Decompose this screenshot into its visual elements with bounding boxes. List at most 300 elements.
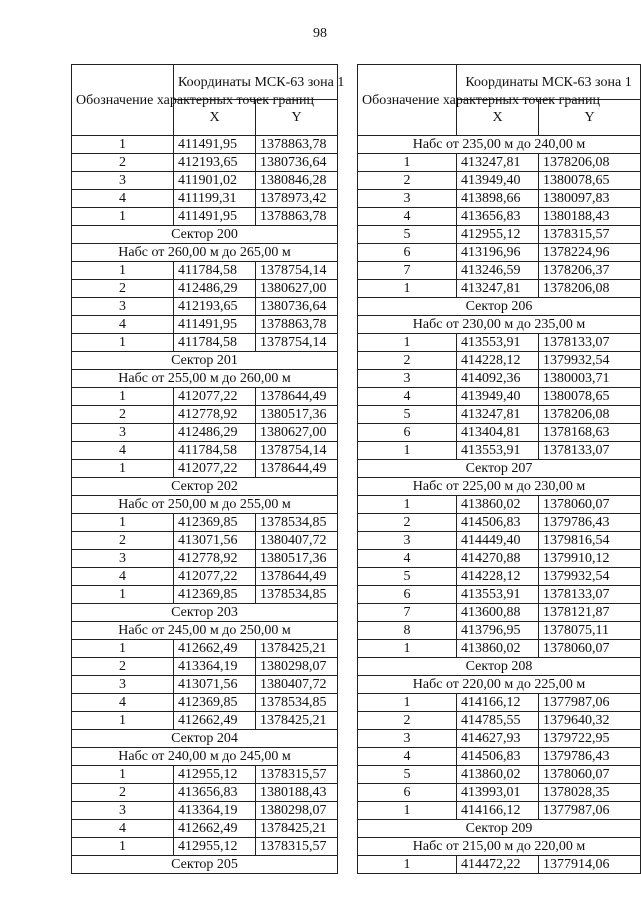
- point-number: 5: [358, 766, 457, 784]
- point-number: 3: [358, 532, 457, 550]
- table-row: [358, 262, 641, 280]
- point-number: 1: [72, 388, 174, 406]
- coord-x: 411491,95: [174, 208, 256, 226]
- coord-x: 411784,58: [174, 262, 256, 280]
- point-number: 2: [358, 514, 457, 532]
- table-row: [358, 442, 641, 460]
- coord-x: 413553,91: [457, 586, 539, 604]
- header-y: Y: [256, 100, 338, 136]
- coord-y: 1378534,85: [256, 694, 338, 712]
- table-row: [72, 172, 338, 190]
- section-heading: Набс от 245,00 м до 250,00 м: [72, 622, 338, 640]
- point-number: 4: [358, 550, 457, 568]
- coord-x: 414627,93: [457, 730, 539, 748]
- point-number: 6: [358, 784, 457, 802]
- point-number: 6: [358, 244, 457, 262]
- coord-y: 1378863,78: [256, 316, 338, 334]
- table-row: [72, 424, 338, 442]
- coord-x: 413071,56: [174, 532, 256, 550]
- coord-y: 1378534,85: [256, 514, 338, 532]
- coord-y: 1379722,95: [539, 730, 641, 748]
- point-number: 1: [72, 586, 174, 604]
- coord-x: 413993,01: [457, 784, 539, 802]
- point-number: 1: [358, 442, 457, 460]
- coord-y: 1378206,08: [539, 154, 641, 172]
- point-number: 3: [358, 370, 457, 388]
- coord-x: 412077,22: [174, 388, 256, 406]
- point-number: 2: [72, 658, 174, 676]
- table-row: [358, 712, 641, 730]
- coord-y: 1378028,35: [539, 784, 641, 802]
- coord-y: 1380736,64: [256, 298, 338, 316]
- coord-x: 413898,66: [457, 190, 539, 208]
- coord-x: 414506,83: [457, 748, 539, 766]
- table-row: [358, 424, 641, 442]
- section-heading: Набс от 250,00 м до 255,00 м: [72, 496, 338, 514]
- section-heading: Сектор 205: [72, 856, 338, 874]
- table-row: [72, 316, 338, 334]
- coord-y: 1379786,43: [539, 748, 641, 766]
- coord-x: 412662,49: [174, 640, 256, 658]
- table-row: [358, 550, 641, 568]
- point-number: 1: [358, 640, 457, 658]
- point-number: 1: [358, 802, 457, 820]
- coord-x: 414166,12: [457, 694, 539, 712]
- coord-x: 414166,12: [457, 802, 539, 820]
- table-row: [358, 532, 641, 550]
- table-row: [72, 802, 338, 820]
- table-row: [72, 388, 338, 406]
- coord-x: 411491,95: [174, 136, 256, 154]
- table-row: [358, 208, 641, 226]
- coord-x: 411199,31: [174, 190, 256, 208]
- section-heading-row: [358, 298, 641, 316]
- table-row: [358, 514, 641, 532]
- table-row: [72, 208, 338, 226]
- coord-y: 1380298,07: [256, 802, 338, 820]
- table-row: [72, 766, 338, 784]
- point-number: 1: [358, 334, 457, 352]
- coord-x: 412662,49: [174, 712, 256, 730]
- coord-x: 413364,19: [174, 658, 256, 676]
- coord-y: 1378973,42: [256, 190, 338, 208]
- coord-y: 1378060,07: [539, 640, 641, 658]
- coord-y: 1380627,00: [256, 424, 338, 442]
- coord-y: 1380298,07: [256, 658, 338, 676]
- coord-y: 1379640,32: [539, 712, 641, 730]
- coord-y: 1379910,12: [539, 550, 641, 568]
- coord-y: 1380407,72: [256, 676, 338, 694]
- section-heading: Сектор 207: [358, 460, 641, 478]
- point-number: 3: [358, 190, 457, 208]
- coord-y: 1378060,07: [539, 766, 641, 784]
- table-row: [358, 334, 641, 352]
- table-row: [358, 640, 641, 658]
- point-number: 2: [72, 784, 174, 802]
- coord-y: 1378644,49: [256, 460, 338, 478]
- coord-y: 1378315,57: [256, 766, 338, 784]
- coord-x: 412486,29: [174, 280, 256, 298]
- point-number: 5: [358, 226, 457, 244]
- point-number: 6: [358, 424, 457, 442]
- coord-x: 413247,81: [457, 154, 539, 172]
- coord-y: 1380736,64: [256, 154, 338, 172]
- section-heading-row: [358, 658, 641, 676]
- header-coordinates: Координаты МСК-63 зона 1: [174, 65, 338, 100]
- coord-x: 413860,02: [457, 496, 539, 514]
- section-heading: Сектор 208: [358, 658, 641, 676]
- coord-y: 1379932,54: [539, 568, 641, 586]
- point-number: 1: [358, 694, 457, 712]
- coord-y: 1378224,96: [539, 244, 641, 262]
- point-number: 3: [72, 424, 174, 442]
- table-row: [72, 262, 338, 280]
- point-number: 5: [358, 406, 457, 424]
- coord-x: 414228,12: [457, 568, 539, 586]
- table-row: [72, 280, 338, 298]
- coord-x: 412077,22: [174, 568, 256, 586]
- table-row: [358, 622, 641, 640]
- point-number: 1: [72, 766, 174, 784]
- coord-y: 1378644,49: [256, 388, 338, 406]
- point-number: 4: [72, 694, 174, 712]
- table-body-right: [358, 136, 641, 874]
- section-heading: Набс от 260,00 м до 265,00 м: [72, 244, 338, 262]
- point-number: 1: [72, 514, 174, 532]
- coord-y: 1378315,57: [539, 226, 641, 244]
- table-row: [72, 676, 338, 694]
- point-number: 7: [358, 262, 457, 280]
- table-row: [72, 406, 338, 424]
- coord-x: 412778,92: [174, 406, 256, 424]
- coord-y: 1378644,49: [256, 568, 338, 586]
- point-number: 2: [358, 352, 457, 370]
- point-number: 1: [72, 334, 174, 352]
- point-number: 4: [358, 208, 457, 226]
- coord-x: 413247,81: [457, 280, 539, 298]
- coord-y: 1378206,37: [539, 262, 641, 280]
- coord-x: 414228,12: [457, 352, 539, 370]
- section-heading: Сектор 202: [72, 478, 338, 496]
- coord-y: 1378425,21: [256, 820, 338, 838]
- coord-y: 1380097,83: [539, 190, 641, 208]
- section-heading-row: [72, 748, 338, 766]
- coord-y: 1378133,07: [539, 442, 641, 460]
- section-heading: Набс от 230,00 м до 235,00 м: [358, 316, 641, 334]
- coord-x: 411784,58: [174, 334, 256, 352]
- coord-x: 413246,59: [457, 262, 539, 280]
- coord-x: 414092,36: [457, 370, 539, 388]
- coord-x: 412077,22: [174, 460, 256, 478]
- table-row: [72, 550, 338, 568]
- point-number: 2: [72, 154, 174, 172]
- coord-y: 1378121,87: [539, 604, 641, 622]
- point-number: 2: [72, 406, 174, 424]
- table-row: [358, 730, 641, 748]
- point-number: 1: [358, 154, 457, 172]
- table-row: [358, 568, 641, 586]
- point-number: 2: [72, 532, 174, 550]
- coord-y: 1380078,65: [539, 388, 641, 406]
- coord-x: 413656,83: [457, 208, 539, 226]
- coord-x: 412369,85: [174, 694, 256, 712]
- section-heading: Набс от 255,00 м до 260,00 м: [72, 370, 338, 388]
- table-row: [72, 820, 338, 838]
- point-number: 1: [72, 208, 174, 226]
- table-row: [358, 226, 641, 244]
- section-heading-row: [358, 316, 641, 334]
- point-number: 3: [72, 550, 174, 568]
- table-row: [72, 784, 338, 802]
- table-row: [358, 172, 641, 190]
- section-heading-row: [72, 478, 338, 496]
- point-number: 1: [72, 136, 174, 154]
- header-x: X: [457, 100, 539, 136]
- point-number: 4: [358, 388, 457, 406]
- coord-x: 412369,85: [174, 514, 256, 532]
- section-heading: Сектор 203: [72, 604, 338, 622]
- point-number: 4: [72, 190, 174, 208]
- section-heading-row: [72, 496, 338, 514]
- coord-y: 1380188,43: [256, 784, 338, 802]
- coord-x: 413247,81: [457, 406, 539, 424]
- coord-y: 1378133,07: [539, 334, 641, 352]
- point-number: 8: [358, 622, 457, 640]
- point-number: 4: [72, 316, 174, 334]
- coord-y: 1380627,00: [256, 280, 338, 298]
- table-body-left: [72, 136, 338, 874]
- coord-x: 412193,65: [174, 298, 256, 316]
- coord-x: 413656,83: [174, 784, 256, 802]
- coord-y: 1378863,78: [256, 208, 338, 226]
- point-number: 1: [72, 712, 174, 730]
- coord-x: 413860,02: [457, 640, 539, 658]
- section-heading-row: [358, 838, 641, 856]
- table-row: [358, 280, 641, 298]
- coord-x: 412778,92: [174, 550, 256, 568]
- section-heading-row: [72, 856, 338, 874]
- coord-y: 1380517,36: [256, 550, 338, 568]
- table-row: [72, 586, 338, 604]
- section-heading-row: [358, 478, 641, 496]
- section-heading: Сектор 204: [72, 730, 338, 748]
- section-heading: Набс от 240,00 м до 245,00 м: [72, 748, 338, 766]
- section-heading-row: [72, 370, 338, 388]
- section-heading-row: [358, 820, 641, 838]
- coord-y: 1378754,14: [256, 442, 338, 460]
- table-row: [358, 766, 641, 784]
- point-number: 3: [72, 172, 174, 190]
- table-row: [72, 838, 338, 856]
- table-row: [72, 190, 338, 208]
- table-row: [358, 496, 641, 514]
- table-row: [72, 532, 338, 550]
- coord-x: 414785,55: [457, 712, 539, 730]
- table-row: [72, 298, 338, 316]
- coord-y: 1377987,06: [539, 694, 641, 712]
- coord-x: 411784,58: [174, 442, 256, 460]
- coord-y: 1378168,63: [539, 424, 641, 442]
- coord-x: 411491,95: [174, 316, 256, 334]
- point-number: 4: [72, 442, 174, 460]
- table-row: [72, 460, 338, 478]
- coord-x: 414506,83: [457, 514, 539, 532]
- coord-y: 1378425,21: [256, 640, 338, 658]
- coord-x: 413949,40: [457, 388, 539, 406]
- coord-y: 1377987,06: [539, 802, 641, 820]
- table-row: [72, 712, 338, 730]
- header-x: X: [174, 100, 256, 136]
- point-number: 2: [72, 280, 174, 298]
- point-number: 1: [72, 640, 174, 658]
- table-row: [358, 352, 641, 370]
- table-row: [358, 370, 641, 388]
- header-y: Y: [539, 100, 641, 136]
- coord-x: 412193,65: [174, 154, 256, 172]
- point-number: 6: [358, 586, 457, 604]
- section-heading-row: [358, 676, 641, 694]
- point-number: 1: [72, 838, 174, 856]
- coord-x: 414472,22: [457, 856, 539, 874]
- point-number: 3: [72, 676, 174, 694]
- point-number: 1: [72, 460, 174, 478]
- coord-y: 1379786,43: [539, 514, 641, 532]
- table-row: [72, 640, 338, 658]
- coord-y: 1380407,72: [256, 532, 338, 550]
- point-number: 7: [358, 604, 457, 622]
- coord-y: 1378754,14: [256, 262, 338, 280]
- table-row: [72, 136, 338, 154]
- coord-y: 1380003,71: [539, 370, 641, 388]
- section-heading-row: [72, 730, 338, 748]
- table-row: [72, 442, 338, 460]
- coord-x: 413196,96: [457, 244, 539, 262]
- section-heading: Набс от 215,00 м до 220,00 м: [358, 838, 641, 856]
- point-number: 1: [72, 262, 174, 280]
- section-heading: Набс от 235,00 м до 240,00 м: [358, 136, 641, 154]
- table-row: [358, 802, 641, 820]
- section-heading-row: [72, 244, 338, 262]
- table-row: [358, 388, 641, 406]
- table-row: [72, 154, 338, 172]
- coord-x: 413553,91: [457, 442, 539, 460]
- table-row: [358, 856, 641, 874]
- point-number: 3: [72, 802, 174, 820]
- coord-y: 1378060,07: [539, 496, 641, 514]
- coord-y: 1379932,54: [539, 352, 641, 370]
- coord-x: 413071,56: [174, 676, 256, 694]
- coord-y: 1378206,08: [539, 406, 641, 424]
- section-heading-row: [358, 136, 641, 154]
- header-point-designation: Обозначение характерных точек границ: [72, 65, 174, 136]
- coord-x: 413364,19: [174, 802, 256, 820]
- coord-x: 412662,49: [174, 820, 256, 838]
- section-heading: Набс от 225,00 м до 230,00 м: [358, 478, 641, 496]
- coord-x: 412955,12: [457, 226, 539, 244]
- coord-y: 1378206,08: [539, 280, 641, 298]
- coord-y: 1378075,11: [539, 622, 641, 640]
- table-row: [358, 244, 641, 262]
- point-number: 1: [358, 856, 457, 874]
- section-heading-row: [72, 622, 338, 640]
- coord-y: 1380188,43: [539, 208, 641, 226]
- coord-x: 413404,81: [457, 424, 539, 442]
- section-heading: Набс от 220,00 м до 225,00 м: [358, 676, 641, 694]
- coord-y: 1380078,65: [539, 172, 641, 190]
- page-number: 98: [313, 26, 327, 41]
- coord-y: 1378754,14: [256, 334, 338, 352]
- point-number: 5: [358, 568, 457, 586]
- point-number: 1: [358, 280, 457, 298]
- coord-x: 413553,91: [457, 334, 539, 352]
- coord-y: 1378315,57: [256, 838, 338, 856]
- coord-x: 414449,40: [457, 532, 539, 550]
- coord-y: 1377914,06: [539, 856, 641, 874]
- coord-x: 413796,95: [457, 622, 539, 640]
- table-row: [72, 568, 338, 586]
- coord-y: 1378534,85: [256, 586, 338, 604]
- coordinates-table-right: [357, 64, 641, 874]
- table-row: [358, 784, 641, 802]
- table-row: [72, 694, 338, 712]
- point-number: 3: [72, 298, 174, 316]
- point-number: 2: [358, 172, 457, 190]
- coord-x: 412369,85: [174, 586, 256, 604]
- table-row: [358, 154, 641, 172]
- header-point-designation: Обозначение характерных точек границ: [358, 65, 457, 136]
- section-heading-row: [358, 460, 641, 478]
- coord-x: 412955,12: [174, 766, 256, 784]
- section-heading: Сектор 201: [72, 352, 338, 370]
- table-row: [72, 334, 338, 352]
- section-heading-row: [72, 604, 338, 622]
- coordinates-table-left: [71, 64, 345, 874]
- coord-x: 411901,02: [174, 172, 256, 190]
- table-row: [358, 748, 641, 766]
- coord-y: 1379816,54: [539, 532, 641, 550]
- point-number: 1: [358, 496, 457, 514]
- table-row: [72, 658, 338, 676]
- coord-x: 413600,88: [457, 604, 539, 622]
- section-heading: Сектор 206: [358, 298, 641, 316]
- table-row: [358, 694, 641, 712]
- section-heading: Сектор 209: [358, 820, 641, 838]
- coord-y: 1380846,28: [256, 172, 338, 190]
- coord-y: 1378863,78: [256, 136, 338, 154]
- point-number: 2: [358, 712, 457, 730]
- table-row: [358, 604, 641, 622]
- coord-y: 1378425,21: [256, 712, 338, 730]
- table-row: [358, 190, 641, 208]
- table-row: [358, 586, 641, 604]
- point-number: 4: [358, 748, 457, 766]
- section-heading-row: [72, 226, 338, 244]
- coord-x: 412955,12: [174, 838, 256, 856]
- table-row: [358, 406, 641, 424]
- coord-y: 1378133,07: [539, 586, 641, 604]
- section-heading: Сектор 200: [72, 226, 338, 244]
- point-number: 3: [358, 730, 457, 748]
- coord-y: 1380517,36: [256, 406, 338, 424]
- header-coordinates: Координаты МСК-63 зона 1: [457, 65, 641, 100]
- coord-x: 412486,29: [174, 424, 256, 442]
- table-row: [72, 514, 338, 532]
- point-number: 4: [72, 568, 174, 586]
- coord-x: 414270,88: [457, 550, 539, 568]
- coord-x: 413860,02: [457, 766, 539, 784]
- coord-x: 413949,40: [457, 172, 539, 190]
- point-number: 4: [72, 820, 174, 838]
